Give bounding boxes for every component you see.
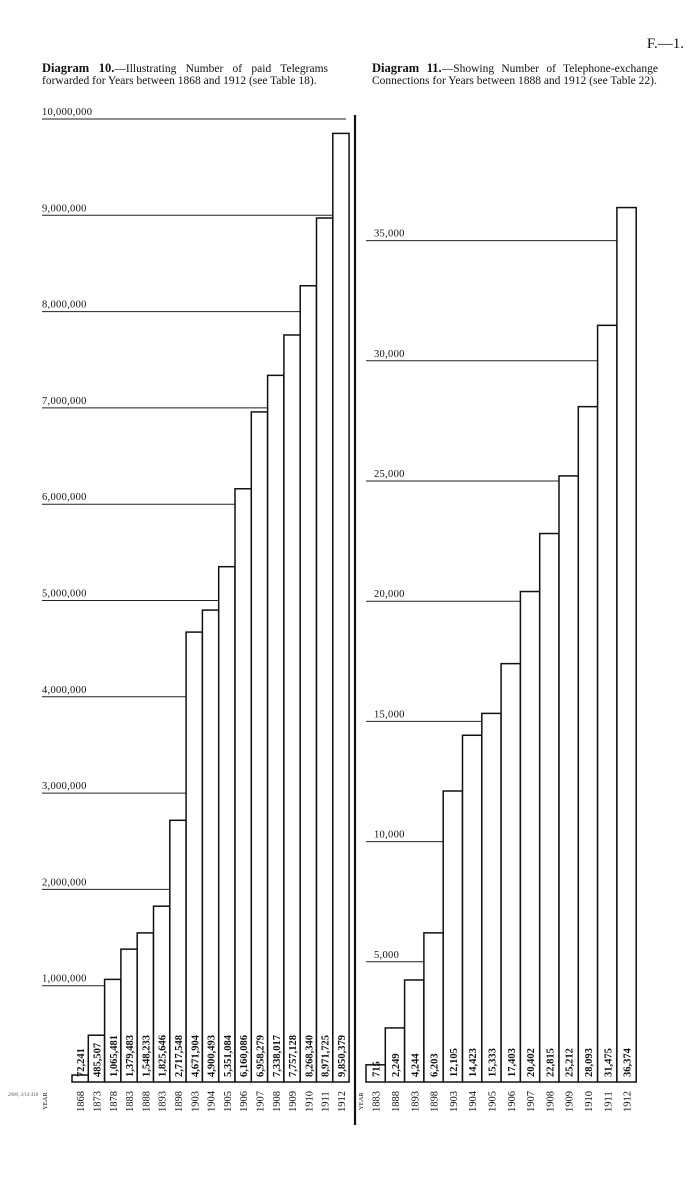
d11-value-label: 36,374 — [622, 1048, 634, 1077]
d11-bar — [578, 407, 597, 1082]
d11-y-tick-label: 25,000 — [374, 469, 405, 480]
diagram-11-chart — [358, 208, 637, 1112]
d10-year-label: 1909 — [288, 1091, 300, 1112]
d10-value-label: 1,548,233 — [141, 1035, 153, 1077]
d11-year-label: 1906 — [506, 1091, 518, 1112]
d11-value-label: 31,475 — [603, 1048, 615, 1077]
d10-value-label: 4,671,904 — [190, 1035, 202, 1077]
d11-year-label: 1908 — [545, 1091, 557, 1112]
d11-year-label: 1888 — [390, 1091, 402, 1112]
diagram-10-caption-text: —Illustrating Number of paid Telegrams forwarded for Years between 1868 and 1912 (see Table 18). — [42, 63, 328, 87]
d11-year-label: 1893 — [410, 1091, 422, 1112]
d10-value-label: 72,241 — [76, 1048, 88, 1077]
d11-y-tick-label: 30,000 — [374, 348, 405, 360]
d11-bar — [443, 791, 462, 1082]
d10-bar — [333, 133, 349, 1082]
page-reference: F.—1. — [646, 36, 684, 52]
d10-year-label: 1888 — [141, 1091, 153, 1112]
d10-bar — [300, 286, 316, 1082]
d11-bar — [540, 534, 559, 1082]
d10-value-label: 2,717,548 — [173, 1035, 185, 1077]
d11-bar — [501, 664, 520, 1082]
d10-year-label: 1912 — [336, 1091, 348, 1112]
d10-year-label: 1911 — [320, 1091, 332, 1112]
d10-y-tick-label: 5,000,000 — [42, 588, 87, 600]
d10-y-tick-label: 1,000,000 — [42, 973, 87, 985]
d11-bar — [598, 325, 617, 1082]
d10-y-tick-label: 3,000,000 — [42, 781, 87, 793]
d10-bar — [186, 632, 202, 1082]
d10-bar — [284, 335, 300, 1082]
d10-value-label: 4,900,493 — [206, 1035, 218, 1077]
d11-year-label: 1904 — [468, 1091, 480, 1112]
d10-y-tick-label: 8,000,000 — [42, 299, 87, 311]
d10-bar — [317, 218, 333, 1082]
d11-year-label: 1912 — [622, 1091, 634, 1112]
d10-value-label: 1,065,481 — [108, 1035, 120, 1077]
printer-note: 2000, 3/14 418 — [8, 1093, 39, 1098]
d10-bar — [219, 567, 235, 1082]
d11-bar — [463, 735, 482, 1082]
d10-value-label: 9,850,379 — [336, 1035, 348, 1077]
d11-value-label: 2,249 — [390, 1053, 402, 1077]
d11-year-label: 1903 — [448, 1091, 460, 1112]
d11-year-label: 1907 — [526, 1091, 538, 1112]
diagram-10-caption-title: Diagram 10. — [42, 61, 115, 75]
d10-year-label: 1873 — [92, 1091, 104, 1112]
d11-value-label: 22,815 — [545, 1048, 557, 1077]
d11-y-tick-label: 15,000 — [374, 709, 405, 721]
d10-value-label: 485,507 — [92, 1042, 104, 1077]
d10-bar — [202, 610, 218, 1082]
d10-bar — [268, 375, 284, 1082]
d10-year-label: 1883 — [125, 1091, 137, 1112]
d10-y-tick-label: 7,000,000 — [42, 395, 87, 407]
d11-value-label: 28,093 — [583, 1048, 595, 1077]
d11-year-label: 1909 — [564, 1091, 576, 1112]
d10-value-label: 8,971,725 — [320, 1035, 332, 1077]
d11-year-label: 1910 — [583, 1091, 595, 1112]
d10-year-axis-word: YEAR — [42, 1092, 49, 1110]
d11-year-label: 1883 — [371, 1091, 383, 1112]
d10-year-label: 1903 — [190, 1091, 202, 1112]
d10-y-tick-label: 6,000,000 — [42, 492, 87, 504]
d11-y-tick-label: 35,000 — [374, 228, 405, 240]
d10-y-tick-label: 9,000,000 — [42, 203, 87, 215]
d11-value-label: 20,402 — [526, 1048, 538, 1077]
d10-value-label: 6,958,279 — [255, 1035, 267, 1077]
d10-value-label: 8,268,340 — [304, 1035, 316, 1077]
d10-year-label: 1868 — [76, 1091, 88, 1112]
d11-y-tick-label: 5,000 — [374, 949, 400, 961]
d11-value-label: 12,105 — [448, 1048, 460, 1077]
d10-value-label: 1,825,646 — [157, 1035, 169, 1077]
d10-y-tick-label: 2,000,000 — [42, 877, 87, 889]
d11-bar — [482, 713, 501, 1082]
d10-bar — [251, 412, 267, 1082]
d11-y-tick-label: 10,000 — [374, 829, 405, 841]
d11-value-label: 6,203 — [429, 1053, 441, 1077]
d10-year-label: 1904 — [206, 1091, 218, 1112]
d10-value-label: 7,338,017 — [271, 1035, 283, 1077]
d11-bar — [520, 592, 539, 1082]
d10-value-label: 1,379,483 — [125, 1035, 137, 1077]
d11-value-label: 17,403 — [506, 1048, 518, 1077]
d10-year-label: 1878 — [108, 1091, 120, 1112]
d11-value-label: 14,423 — [468, 1048, 480, 1077]
d10-y-tick-label: 10,000,000 — [42, 107, 93, 118]
d10-value-label: 6,160,086 — [239, 1035, 251, 1077]
d11-value-label: 25,212 — [564, 1048, 576, 1077]
d10-year-label: 1907 — [255, 1091, 267, 1112]
d11-year-axis-word: YEAR — [358, 1092, 365, 1110]
d11-y-tick-label: 20,000 — [374, 589, 405, 601]
d11-value-label: 4,244 — [410, 1053, 422, 1077]
d10-year-label: 1898 — [173, 1091, 185, 1112]
d10-value-label: 5,351,084 — [222, 1035, 234, 1077]
d10-year-label: 1906 — [239, 1091, 251, 1112]
d11-bar — [617, 208, 636, 1082]
d10-value-label: 7,757,128 — [288, 1035, 300, 1077]
d10-y-tick-label: 4,000,000 — [42, 684, 87, 696]
d10-year-label: 1905 — [222, 1091, 234, 1112]
diagram-11-caption-text: —Showing Number of Telephone-exchange Connections for Years between 1888 and 1912 (see Table 22). — [372, 63, 658, 87]
d10-year-label: 1893 — [157, 1091, 169, 1112]
d11-value-label: 15,333 — [487, 1048, 499, 1077]
d10-bar — [235, 489, 251, 1082]
d11-year-label: 1905 — [487, 1091, 499, 1112]
d11-year-label: 1911 — [603, 1091, 615, 1112]
d10-year-label: 1910 — [304, 1091, 316, 1112]
diagram-11-caption-title: Diagram 11. — [372, 61, 442, 75]
d10-year-label: 1908 — [271, 1091, 283, 1112]
d11-value-label: 715 — [371, 1061, 383, 1077]
d11-bar — [559, 476, 578, 1082]
diagram-10-chart — [42, 107, 349, 1112]
d11-year-label: 1898 — [429, 1091, 441, 1112]
